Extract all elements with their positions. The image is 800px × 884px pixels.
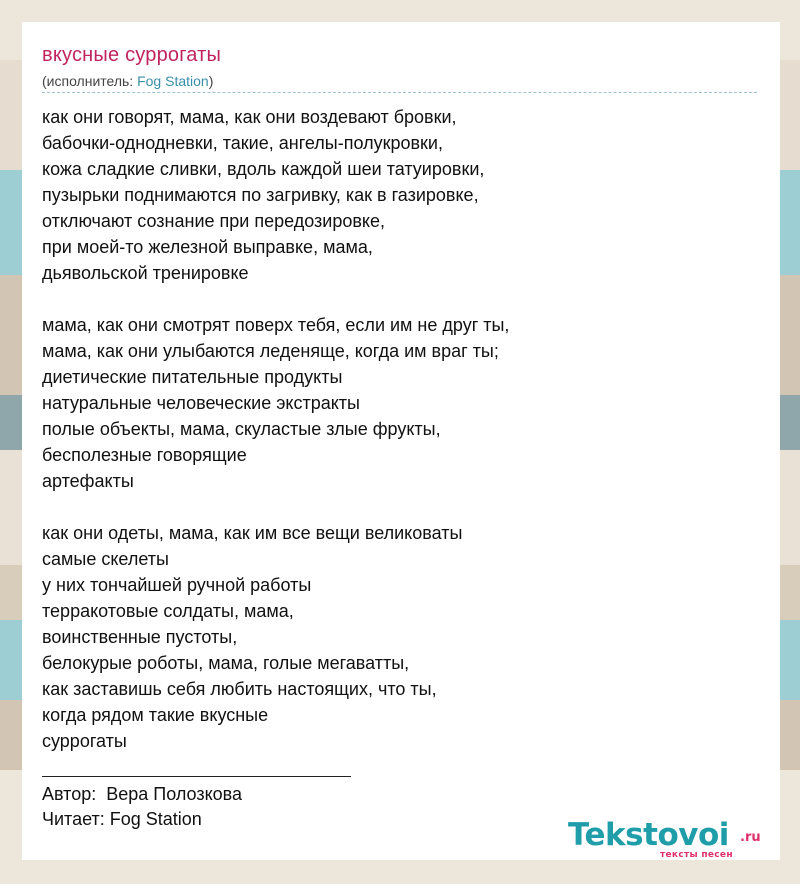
lyric-line: дьявольской тренировке — [42, 263, 249, 283]
author-credit: Автор: Вера Полозкова — [42, 784, 243, 804]
lyric-line: мама, как они смотрят поверх тебя, если им не друг ты, — [42, 315, 510, 335]
reader-credit: Читает: Fog Station — [42, 809, 202, 829]
lyric-line: у них тончайшей ручной работы — [42, 575, 312, 595]
lyric-line: кожа сладкие сливки, вдоль каждой шеи татуировки, — [42, 159, 485, 179]
artist-prefix: (исполнитель: — [42, 73, 138, 89]
lyric-line: самые скелеты — [42, 549, 169, 569]
lyric-line: белокурые роботы, мама, голые мегаватты, — [42, 653, 410, 673]
song-title: вкусные суррогаты — [42, 44, 222, 66]
lyric-line: отключают сознание при передозировке, — [42, 211, 385, 231]
lyric-line: бабочки-однодневки, такие, ангелы-полукровки, — [42, 133, 443, 153]
header-divider — [42, 92, 757, 93]
lyric-line: диетические питательные продукты — [42, 367, 343, 387]
logo-subtitle: тексты песен — [660, 850, 733, 860]
lyric-line: артефакты — [42, 471, 134, 491]
site-logo[interactable] — [568, 817, 778, 861]
lyric-line: как заставишь себя любить настоящих, что ты, — [42, 679, 437, 699]
lyric-line: когда рядом такие вкусные — [42, 705, 269, 725]
lyric-line: суррогаты — [42, 731, 127, 751]
artist-line — [42, 73, 213, 89]
lyric-line: пузырьки поднимаются по загривку, как в газировке, — [42, 185, 479, 205]
artist-suffix: ) — [208, 73, 214, 89]
lyric-line: как они одеты, мама, как им все вещи великоваты — [42, 523, 463, 543]
artist-link[interactable]: Fog Station — [137, 73, 209, 89]
lyric-line: воинственные пустоты, — [42, 627, 238, 647]
lyrics-body — [42, 104, 757, 754]
lyric-line: как они говорят, мама, как они воздевают бровки, — [42, 107, 457, 127]
stanza-break — [42, 494, 757, 520]
lyric-line: терракотовые солдаты, мама, — [42, 601, 294, 621]
lyric-line: при моей-то железной выправке, мама, — [42, 237, 373, 257]
lyric-line: бесполезные говорящие — [42, 445, 247, 465]
logo-tld: .ru — [740, 830, 761, 845]
logo-wordmark: Tekstovoi — [568, 817, 729, 853]
lyric-line: натуральные человеческие экстракты — [42, 393, 360, 413]
credits-divider — [42, 776, 351, 777]
lyric-line: мама, как они улыбаются леденяще, когда им враг ты; — [42, 341, 499, 361]
stanza-break — [42, 286, 757, 312]
lyrics-card — [22, 22, 780, 860]
lyric-line: полые объекты, мама, скуластые злые фрукты, — [42, 419, 441, 439]
